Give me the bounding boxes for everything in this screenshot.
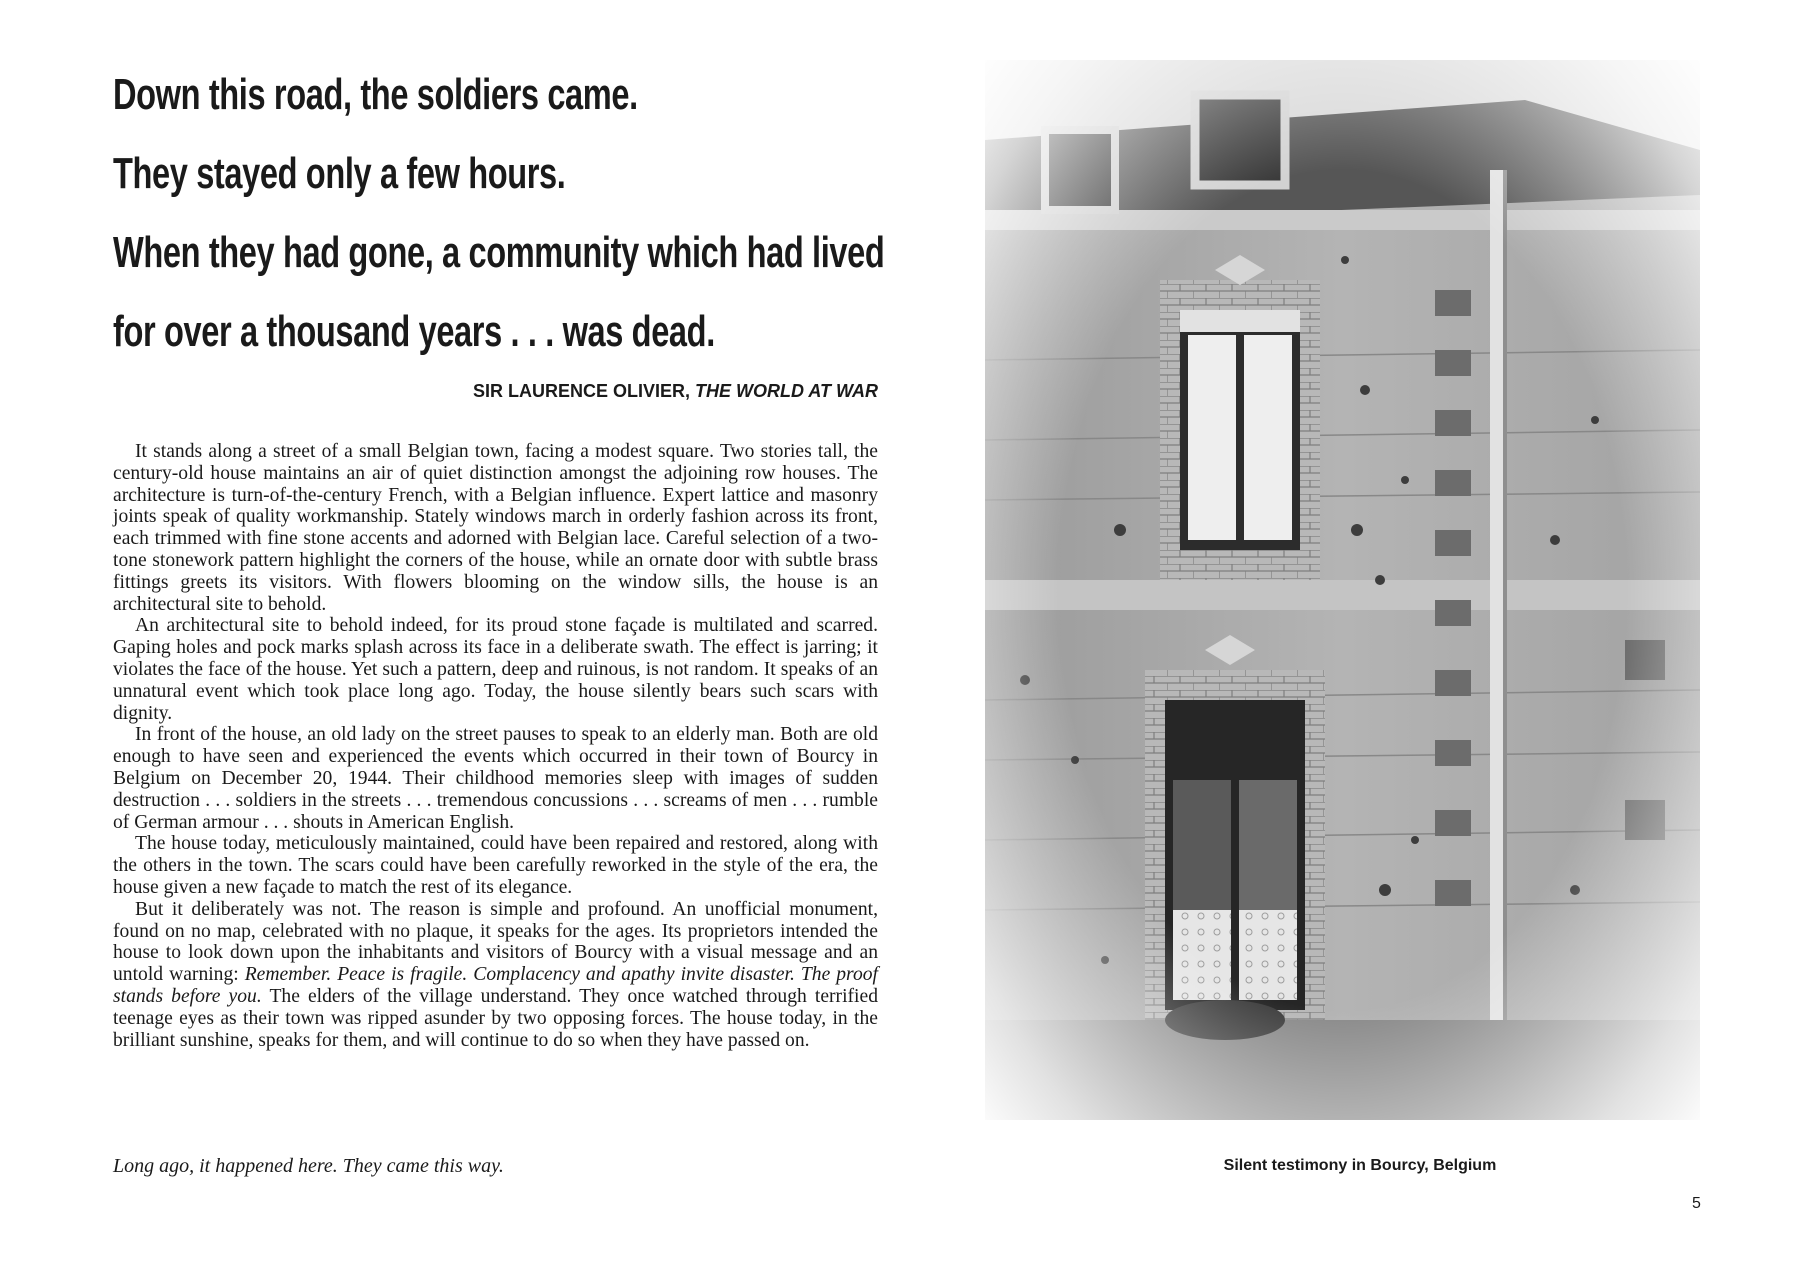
paragraph-text: The elders of the village understand. They once watched through terrified teenage eyes as their town was ripped asunder by two opposing forces. The house today, in the brilliant sunshine, speaks for them, and will continue to do so when they have passed on. [113,985,878,1051]
house-photograph [985,60,1700,1120]
attribution-source: THE WORLD AT WAR [695,381,878,401]
quote-line: Down this road, the soldiers came. [113,70,638,119]
epigraph-quote [113,55,885,371]
page-number: 5 [1692,1195,1701,1212]
body-paragraph: An architectural site to behold indeed, for its proud stone façade is multilated and scarred. Gaping holes and pock marks splash across its face in a deliberate swath. The effect is jarring; it violates the face of the house. Yet such a pattern, deep and ruinous, is not random. It speaks of an unnatural event which took place long ago. Today, the house silently bears such scars with dignity. [113,615,878,724]
quote-attribution [113,381,878,402]
attribution-author: SIR LAURENCE OLIVIER, [472,381,690,401]
quote-line: When they had gone, a community which had lived [113,228,885,277]
article-body [113,441,878,1051]
body-paragraph [113,899,878,1052]
body-paragraph: The house today, meticulously maintained, could have been repaired and restored, along with the others in the town. The scars could have been carefully reworked in the style of the era, the house given a new façade to match the rest of its elegance. [113,833,878,898]
body-paragraph: It stands along a street of a small Belgian town, facing a modest square. Two stories tall, the century-old house maintains an air of quiet distinction amongst the adjoining row houses. The architecture is turn-of-the-century French, with a Belgian influence. Expert lattice and masonry joints speak of quality workmanship. Stately windows march in orderly fashion across its front, each trimmed with fine stone accents and adorned with Belgian lace. Careful selection of a two-tone stonework pattern highlight the corners of the house, while an ornate door with subtle brass fittings greets its visitors. With flowers blooming on the window sills, the house is an architectural site to behold. [113,441,878,615]
quote-line: They stayed only a few hours. [113,149,566,198]
quote-line: for over a thousand years . . . was dead. [113,307,715,356]
closing-line: Long ago, it happened here. They came this way. [113,1155,504,1177]
paragraph-italic-text: Remember. Peace is fragile. Complacency and apathy invite disaster. The proof stands before you. [113,964,878,1007]
body-paragraph: In front of the house, an old lady on the street pauses to speak to an elderly man. Both are old enough to have seen and experienced the events which occurred in their town of Bourcy in Belgium on December 20, 1944. Their childhood memories sleep with images of sudden destruction . . . soldiers in the streets . . . tremendous concussions . . . screams of men . . . rumble of German armour . . . shouts in American English. [113,724,878,833]
paragraph-text: But it deliberately was not. The reason is simple and profound. An unofficial monument, found on no map, celebrated with no plaque, it speaks for the ages. Its proprietors intended the house to look down upon the inhabitants and visitors of Bourcy with a visual message and an untold warning: [113,898,878,986]
photo-caption: Silent testimony in Bourcy, Belgium [1223,1157,1497,1174]
